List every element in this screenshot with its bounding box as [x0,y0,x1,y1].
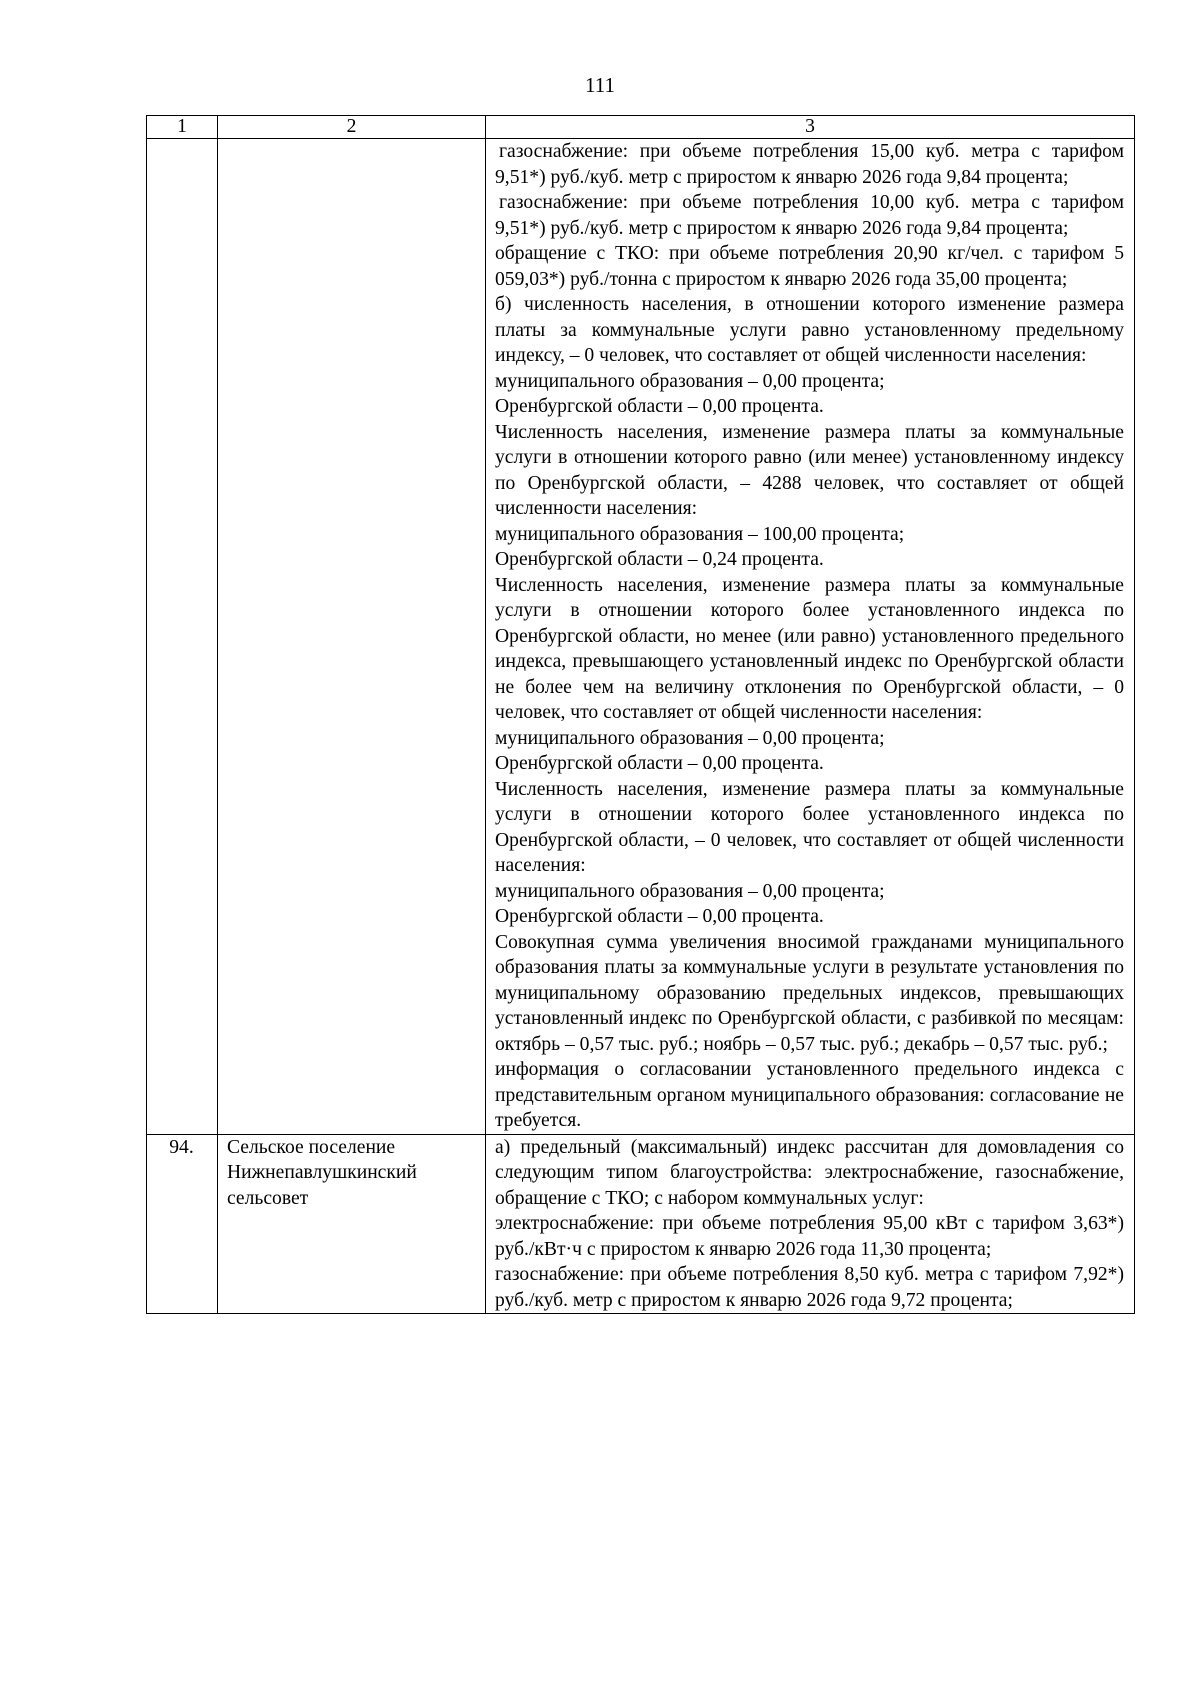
row-number: 94. [147,1134,218,1314]
detail-paragraph: Совокупная сумма увеличения вносимой гражданами муниципального образования платы за коммунальные услуги в результате установления по муниципальному образованию предельных индексов, превышающих установленный индекс по Оренбургской области, с разбивкой по месяцам: октябрь – 0,57 тыс. руб.; ноябрь – 0,57 тыс. руб.; декабрь – 0,57 тыс. руб.; [495,931,1124,1055]
detail-paragraph: обращение с ТКО: при объеме потребления 20,90 кг/чел. с тарифом 5 059,03*) руб./тонна с приростом к январю 2026 года 35,00 процента; [495,243,1124,290]
municipality-name [218,139,486,1135]
indices-table [146,115,1135,1314]
detail-paragraph: муниципального образования – 0,00 процента; [495,727,885,749]
detail-paragraph: Численность населения, изменение размера платы за коммунальные услуги в отношении которого более установленного индекса по Оренбургской области, но менее (или равно) установленного предельного индекса, превышающего установленный индекс по Оренбургской области не более чем на величину отклонения по Оренбургской области, – 0 человек, что составляет от общей численности населения: [495,574,1124,723]
detail-paragraph: газоснабжение: при объеме потребления 15,00 куб. метра с тарифом 9,51*) руб./куб. метр с приростом к январю 2026 года 9,84 процента; [495,141,1124,188]
municipality-name-line: Сельское поселение [227,1136,396,1158]
header-col-3: 3 [486,116,1135,139]
detail-paragraph: Оренбургской области – 0,24 процента. [495,549,824,570]
detail-paragraph: газоснабжение: при объеме потребления 10,00 куб. метра с тарифом 9,51*) руб./куб. метр с приростом к январю 2026 года 9,84 процента; [495,192,1124,239]
detail-paragraph: муниципального образования – 0,00 процента; [495,370,885,392]
table-header-row [147,116,1135,139]
detail-paragraph: Численность населения, изменение размера платы за коммунальные услуги в отношении которого более установленного индекса по Оренбургской области, – 0 человек, что составляет от общей численности населения: [495,778,1124,876]
detail-paragraph: муниципального образования – 100,00 процента; [495,523,905,545]
municipality-name-line: сельсовет [227,1187,309,1209]
table-row [147,1134,1135,1314]
detail-paragraph: газоснабжение: при объеме потребления 8,50 куб. метра с тарифом 7,92*) руб./куб. метр с приростом к январю 2026 года 9,72 процента; [495,1264,1124,1311]
detail-paragraph: Оренбургской области – 0,00 процента. [495,396,824,417]
table-row [147,139,1135,1135]
detail-paragraph: а) предельный (максимальный) индекс рассчитан для домовладения со следующим типом благоустройства: электроснабжение, газоснабжение, обращение с ТКО; с набором коммунальных услуг: [495,1136,1124,1209]
row-number [147,139,218,1135]
detail-paragraph: Численность населения, изменение размера платы за коммунальные услуги в отношении которого равно (или менее) установленному индексу по Оренбургской области, – 4288 человек, что составляет от общей численности населения: [495,421,1124,519]
header-col-1: 1 [147,116,218,139]
detail-paragraph: Оренбургской области – 0,00 процента. [495,906,824,927]
detail-paragraph: электроснабжение: при объеме потребления 95,00 кВт с тарифом 3,63*) руб./кВт·ч с приростом к январю 2026 года 11,30 процента; [495,1213,1124,1260]
detail-paragraph: муниципального образования – 0,00 процента; [495,880,885,902]
detail-paragraph: Оренбургской области – 0,00 процента. [495,753,824,774]
municipality-name-line: Нижнепавлушкинский [227,1162,417,1183]
page-number: 111 [585,73,615,97]
detail-paragraph: информация о согласовании установленного предельного индекса с представительным органом муниципального образования: согласование не требуется. [495,1059,1124,1131]
header-col-2: 2 [218,116,486,139]
index-details [486,1134,1135,1314]
municipality-name [218,1134,486,1314]
index-details [486,139,1135,1135]
detail-paragraph: б) численность населения, в отношении которого изменение размера платы за коммунальные услуги равно установленному предельному индексу, – 0 человек, что составляет от общей численности населения: [495,294,1124,366]
